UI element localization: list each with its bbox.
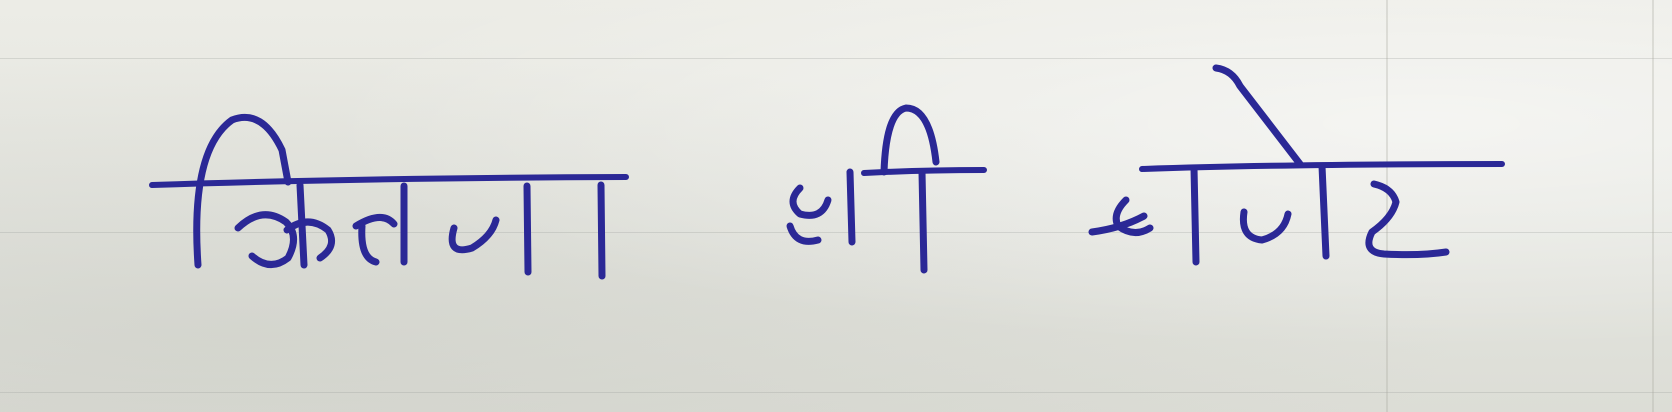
handwritten-word-bhi [790,108,984,270]
handwritten-word-samet [1092,68,1502,262]
handwritten-word-kitna [152,117,626,276]
